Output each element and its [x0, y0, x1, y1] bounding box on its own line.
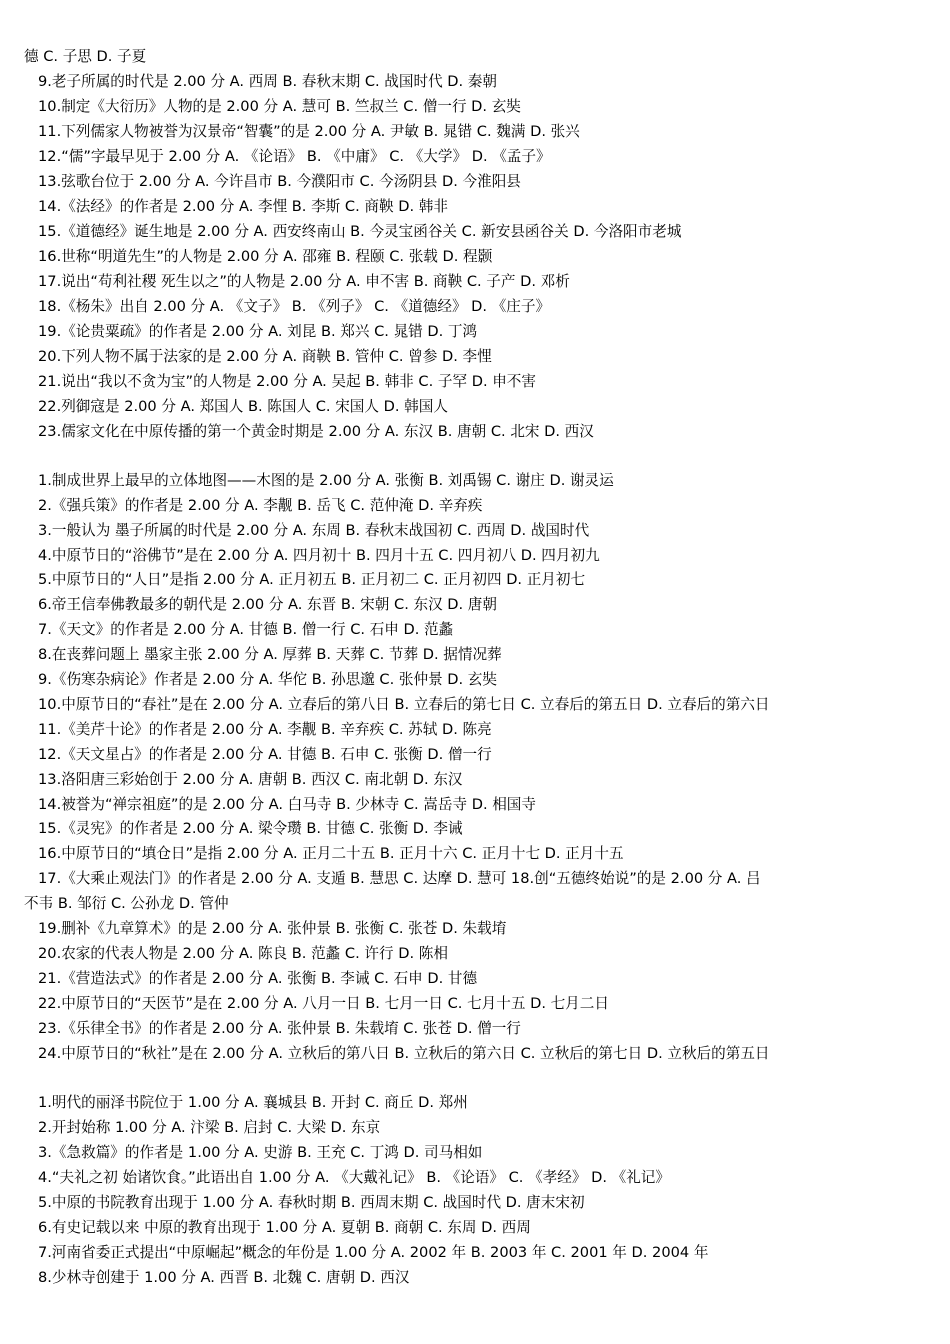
question-line: 6.帝王信奉佛教最多的朝代是 2.00 分 A. 东晋 B. 宋朝 C. 东汉 D. 唐朝 [38, 596, 497, 613]
question-line: 3.《急救篇》的作者是 1.00 分 A. 史游 B. 王充 C. 丁鸿 D. 司马相如 [38, 1144, 483, 1161]
question-line: 9.《伤寒杂病论》作者是 2.00 分 A. 华佗 B. 孙思邈 C. 张仲景 D. 玄奘 [38, 671, 497, 688]
question-line: 19.删补《九章算术》的是 2.00 分 A. 张仲景 B. 张衡 C. 张苍 D. 朱载堉 [38, 920, 507, 937]
question-line: 17.《大乘止观法门》的作者是 2.00 分 A. 支遁 B. 慧思 C. 达摩 D. 慧可 18.创“五德终始说”的是 2.00 分 A. 吕 [38, 870, 761, 887]
question-line: 18.《杨朱》出自 2.00 分 A. 《文子》 B. 《列子》 C. 《道德经》 D. 《庄子》 [38, 298, 551, 315]
question-line: 19.《论贵粟疏》的作者是 2.00 分 A. 刘昆 B. 郑兴 C. 晁错 D. 丁鸿 [38, 323, 478, 340]
question-line: 7.河南省委正式提出“中原崛起”概念的年份是 1.00 分 A. 2002 年 B. 2003 年 C. 2001 年 D. 2004 年 [38, 1244, 709, 1261]
question-line: 12.“儒”字最早见于 2.00 分 A. 《论语》 B. 《中庸》 C. 《大学》 D. 《孟子》 [38, 148, 551, 165]
question-line: 15.《道德经》诞生地是 2.00 分 A. 西安终南山 B. 今灵宝函谷关 C. 新安县函谷关 D. 今洛阳市老城 [38, 223, 682, 240]
question-line: 22.列御寇是 2.00 分 A. 郑国人 B. 陈国人 C. 宋国人 D. 韩国人 [38, 398, 448, 415]
question-line: 17.说出“苟利社稷 死生以之”的人物是 2.00 分 A. 申不害 B. 商鞅 C. 子产 D. 邓析 [38, 273, 570, 290]
question-line: 10.中原节日的“春社”是在 2.00 分 A. 立春后的第八日 B. 立春后的第七日 C. 立春后的第五日 D. 立春后的第六日 [38, 696, 770, 713]
question-line: 5.中原的书院教育出现于 1.00 分 A. 春秋时期 B. 西周末期 C. 战国时代 D. 唐末宋初 [38, 1194, 585, 1211]
question-line: 24.中原节日的“秋社”是在 2.00 分 A. 立秋后的第八日 B. 立秋后的第六日 C. 立秋后的第七日 D. 立秋后的第五日 [38, 1045, 770, 1062]
question-line: 16.世称“明道先生”的人物是 2.00 分 A. 邵雍 B. 程颐 C. 张载 D. 程颢 [38, 248, 493, 265]
question-line: 14.《法经》的作者是 2.00 分 A. 李悝 B. 李斯 C. 商鞅 D. 韩非 [38, 198, 448, 215]
question-line: 3.一般认为 墨子所属的时代是 2.00 分 A. 东周 B. 春秋末战国初 C. 西周 D. 战国时代 [38, 522, 590, 539]
question-line: 15.《灵宪》的作者是 2.00 分 A. 梁令瓒 B. 甘德 C. 张衡 D. 李诫 [38, 820, 463, 837]
question-line: 1.制成世界上最早的立体地图——木图的是 2.00 分 A. 张衡 B. 刘禹锡 C. 谢庄 D. 谢灵运 [38, 472, 614, 489]
question-line: 23.《乐律全书》的作者是 2.00 分 A. 张仲景 B. 朱载堉 C. 张苍 D. 僧一行 [38, 1020, 521, 1037]
question-line: 2.《强兵策》的作者是 2.00 分 A. 李觏 B. 岳飞 C. 范仲淹 D. 辛弃疾 [38, 497, 483, 514]
question-line: 22.中原节日的“天医节”是在 2.00 分 A. 八月一日 B. 七月一日 C. 七月十五 D. 七月二日 [38, 995, 609, 1012]
question-line: 16.中原节日的“填仓日”是指 2.00 分 A. 正月二十五 B. 正月十六 C. 正月十七 D. 正月十五 [38, 845, 624, 862]
question-line: 13.洛阳唐三彩始创于 2.00 分 A. 唐朝 B. 西汉 C. 南北朝 D. 东汉 [38, 771, 463, 788]
question-line: 5.中原节日的“人日”是指 2.00 分 A. 正月初五 B. 正月初二 C. 正月初四 D. 正月初七 [38, 571, 586, 588]
text-line: 德 C. 子思 D. 子夏 [24, 48, 147, 65]
question-line: 11.《美芹十论》的作者是 2.00 分 A. 李觏 B. 辛弃疾 C. 苏轼 D. 陈亮 [38, 721, 492, 738]
question-line: 23.儒家文化在中原传播的第一个黄金时期是 2.00 分 A. 东汉 B. 唐朝 C. 北宋 D. 西汉 [38, 423, 594, 440]
question-line: 1.明代的丽泽书院位于 1.00 分 A. 襄城县 B. 开封 C. 商丘 D. 郑州 [38, 1094, 468, 1111]
question-line: 7.《天文》的作者是 2.00 分 A. 甘德 B. 僧一行 C. 石申 D. 范蠡 [38, 621, 454, 638]
question-line: 20.下列人物不属于法家的是 2.00 分 A. 商鞅 B. 管仲 C. 曾参 D. 李悝 [38, 348, 492, 365]
question-line: 4.“夫礼之初 始诸饮食。”此语出自 1.00 分 A. 《大戴礼记》 B. 《论语》 C. 《孝经》 D. 《礼记》 [38, 1169, 670, 1186]
question-line: 8.在丧葬问题上 墨家主张 2.00 分 A. 厚葬 B. 天葬 C. 节葬 D. 据情况葬 [38, 646, 502, 663]
question-line: 12.《天文星占》的作者是 2.00 分 A. 甘德 B. 石申 C. 张衡 D. 僧一行 [38, 746, 492, 763]
question-line: 21.说出“我以不贪为宝”的人物是 2.00 分 A. 吴起 B. 韩非 C. 子罕 D. 申不害 [38, 373, 536, 390]
question-line: 4.中原节日的“浴佛节”是在 2.00 分 A. 四月初十 B. 四月十五 C. 四月初八 D. 四月初九 [38, 547, 600, 564]
question-line: 6.有史记载以来 中原的教育出现于 1.00 分 A. 夏朝 B. 商朝 C. 东周 D. 西周 [38, 1219, 531, 1236]
question-line: 2.开封始称 1.00 分 A. 汴梁 B. 启封 C. 大梁 D. 东京 [38, 1119, 381, 1136]
question-line: 11.下列儒家人物被誉为汉景帝“智囊”的是 2.00 分 A. 尹敏 B. 晁错 C. 魏满 D. 张兴 [38, 123, 580, 140]
question-line: 21.《营造法式》的作者是 2.00 分 A. 张衡 B. 李诫 C. 石申 D. 甘德 [38, 970, 478, 987]
question-line: 20.农家的代表人物是 2.00 分 A. 陈良 B. 范蠡 C. 许行 D. 陈相 [38, 945, 448, 962]
question-line: 8.少林寺创建于 1.00 分 A. 西晋 B. 北魏 C. 唐朝 D. 西汉 [38, 1269, 410, 1286]
question-line: 10.制定《大衍历》人物的是 2.00 分 A. 慧可 B. 竺叔兰 C. 僧一行 D. 玄奘 [38, 98, 521, 115]
question-line: 14.被誉为“禅宗祖庭”的是 2.00 分 A. 白马寺 B. 少林寺 C. 嵩岳寺 D. 相国寺 [38, 796, 536, 813]
question-line-continued: 不韦 B. 邹衍 C. 公孙龙 D. 管仲 [24, 895, 229, 912]
question-line: 9.老子所属的时代是 2.00 分 A. 西周 B. 春秋末期 C. 战国时代 D. 秦朝 [38, 73, 497, 90]
question-line: 13.弦歌台位于 2.00 分 A. 今许昌市 B. 今濮阳市 C. 今汤阴县 D. 今淮阳县 [38, 173, 521, 190]
